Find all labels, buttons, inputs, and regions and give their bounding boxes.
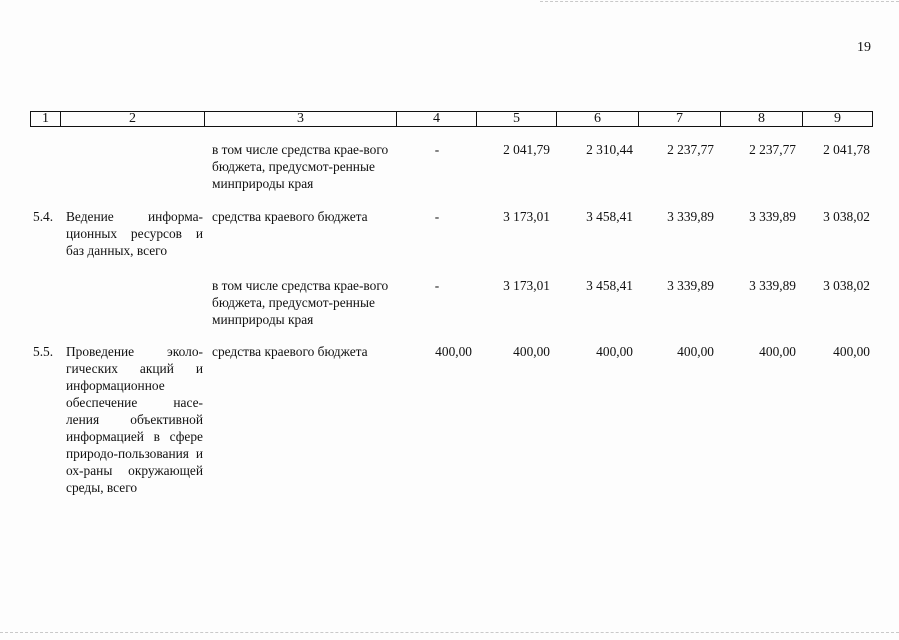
value-col-9: 2 041,78 — [823, 142, 870, 157]
value-col-4: - — [434, 142, 440, 157]
value-col-4: - — [434, 278, 440, 293]
funding-source: средства краевого бюджета — [212, 209, 368, 224]
value-col-8: 400,00 — [759, 344, 796, 359]
value-col-7: 400,00 — [677, 344, 714, 359]
header-col-2: 2 — [61, 112, 205, 126]
item-number: 5.5. — [33, 344, 54, 359]
header-col-1: 1 — [31, 112, 61, 126]
value-col-6: 3 458,41 — [586, 278, 633, 293]
page-number: 19 — [857, 40, 871, 55]
header-col-3: 3 — [205, 112, 397, 126]
value-col-9: 400,00 — [833, 344, 870, 359]
funding-source: в том числе средства крае-вого бюджета, предусмот-ренные минприроды края — [212, 278, 389, 327]
value-col-4: - — [434, 209, 440, 224]
value-col-9: 3 038,02 — [823, 209, 870, 224]
table-header-row — [30, 111, 873, 127]
item-number: 5.4. — [33, 209, 54, 224]
item-name: Проведение эколо-гических акций и информационное обеспечение насе-ления объективной информацией в сфере природо-пользования и ох-раны окружающей среды, всего — [66, 344, 203, 495]
header-col-9: 9 — [834, 111, 841, 126]
value-col-7: 3 339,89 — [667, 209, 714, 224]
value-col-6: 400,00 — [596, 344, 633, 359]
value-col-9: 3 038,02 — [823, 278, 870, 293]
funding-source: в том числе средства крае-вого бюджета, предусмот-ренные минприроды края — [212, 142, 389, 191]
value-col-8: 3 339,89 — [749, 209, 796, 224]
header-col-7: 7 — [639, 112, 721, 126]
value-col-8: 2 237,77 — [749, 142, 796, 157]
scan-edge-top — [540, 1, 899, 2]
value-col-7: 3 339,89 — [667, 278, 714, 293]
value-col-5: 400,00 — [513, 344, 550, 359]
value-col-8: 3 339,89 — [749, 278, 796, 293]
value-col-5: 3 173,01 — [503, 209, 550, 224]
header-col-5: 5 — [477, 112, 557, 126]
item-name: Ведение информа-ционных ресурсов и баз данных, всего — [66, 209, 203, 258]
value-col-7: 2 237,77 — [667, 142, 714, 157]
scan-edge-bottom — [0, 632, 899, 633]
header-col-8: 8 — [721, 112, 803, 126]
funding-source: средства краевого бюджета — [212, 344, 368, 359]
value-col-5: 2 041,79 — [503, 142, 550, 157]
header-col-4: 4 — [397, 112, 477, 126]
header-col-6: 6 — [557, 112, 639, 126]
value-col-4: 400,00 — [435, 344, 472, 359]
value-col-5: 3 173,01 — [503, 278, 550, 293]
value-col-6: 2 310,44 — [586, 142, 633, 157]
value-col-6: 3 458,41 — [586, 209, 633, 224]
